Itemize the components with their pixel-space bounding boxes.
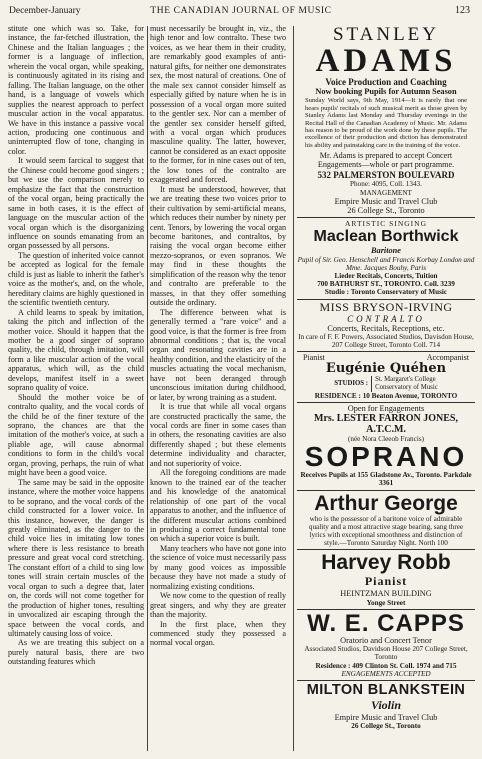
ad-we-capps [297,610,475,681]
ad-phone: Phone: 4095, Coll. 1343. [350,180,422,189]
ad-eugenie-quehen [297,352,475,402]
ad-studios [297,376,475,391]
ad-studio-2: Conservatory of Music [375,383,438,391]
ad-role: Pianist [364,574,408,589]
ad-management-address: 26 College St., Toronto [347,206,425,216]
ad-maclean-borthwick [297,218,475,299]
ad-name: Harvey Robb [321,551,451,575]
ad-arthur-george [297,491,475,551]
article-paragraph: stitute one which was so. Take, for instance, the far-fetched illustration, the Chinese and the Italian languages ; the former is a language of inflection, wherein the vocal organ, while speaking, is continuously agitated in its rising and falling. The Italian language, on the other hand, is a language of vowels which supplies the nearest approach to perfect muscular action in the vocal apparatus. We have in this instance a passive vocal action, producing one continuous and uninterrupted flow of tone, changing in color. [8,24,144,156]
ad-street: Yonge Street [366,598,406,607]
ad-lester-farron-jones [297,403,475,491]
page-header [0,0,482,22]
article-paragraph: The question of inherited voice cannot be accepted as logical for the female child is just as liable to inherit the father's voice as the mother's, and, on the whole, hereditary claims are highly questioned in the scientific twentieth century. [8,250,144,308]
ad-name-first: STANLEY [332,24,440,45]
ad-stanley-adams [297,24,475,218]
article-paragraph: As we are treating this subject on a purely natural basis, there are two outstanding features which [8,638,144,667]
issue-date: December-January [9,6,81,16]
column-rule-1 [147,26,148,751]
ad-description: who is the possessor of a baritone voice of admirable quality and a most attractive stage bearing, sang three lyrics with exceptional smoothness and distinction of style.—Toronto Saturday Night. North 100 [308,514,464,548]
ad-building: HEINTZMAN BUILDING [340,589,432,599]
ad-role: Oratorio and Concert Tenor [340,635,432,645]
article-paragraph: must necessarily be brought in, viz., the high tenor and low contralto. These two voices, as we hear them in their crudity, are remarkably good examples of anti-natural gifts, for neither one demonstrates sex, the most natural of creations. One of the male sex cannot consider himself as especially gifted by nature when he is in possession of a vocal organ more suited to the gentler sex. Nor can a member of the gentler sex consider herself gifted, with a vocal organ which produces masculine quality. The latter, however, cannot be considered as an exact opposite to the former, for in nine cases out of ten, the low tones of the contralto are exaggerated and forced. [150,24,286,185]
article-paragraph: We now come to the question of really great singers, and why they are greater than the majority. [150,591,286,620]
ad-role-right: Accompanist [426,353,469,363]
article-paragraph: Should the mother voice be of contralto quality, and the vocal cords of the child be of the finer texture of the soprano, the chances are that the imitation of the mother's voice, at such a pliable age, will cause abnormal conditions to form in the child's vocal organ, proving, perhaps, the ruin of what might have been a good voice. [8,392,144,478]
ad-concert: Mr. Adams is prepared to accept Concert Engagements—whole or part programme. [317,151,455,170]
ad-nee: (née Nora Cleeob Francis) [347,435,425,444]
ad-line-3: ENGAGEMENTS ACCEPTED [341,669,431,678]
ad-studios-list [371,376,438,391]
ad-voice: SOPRANO [304,441,468,473]
ad-name: Eugénie Quéhen [325,361,447,377]
article-paragraph: In the first place, when they commenced study they possessed a normal vocal organ. [150,619,286,648]
advertisement-column [297,24,475,754]
ad-studio-1: St. Margaret's College [375,376,436,384]
ad-name: W. E. CAPPS [307,609,465,637]
ad-booking: Now booking Pupils for Autumn Season [315,87,457,96]
ad-voice: CONTRALTO [347,313,425,324]
article-paragraph: The difference between what is generally termed a "rare voice" and a good voice, is that the former is free from abnormal conditions ; that is, the vocal organ and resonating cavities are in a healthy condition, and the elasticity of the muscles actuating the vocal mechanism, have not been deranged through unconscious imitation during childhood, or later, by wrong training as a student. [150,307,286,402]
ad-name: Arthur George [314,491,458,515]
ad-management-name: Empire Music and Travel Club [334,196,438,206]
article-paragraph: A child learns to speak by imitation, taking the pitch and inflection of the mother voice. Should it happen that the mother be a good singer of soprano quality, the child, through imitation, will form a like muscular action of the vocal apparatus, which will, as the child develops, manifest itself in a sweet soprano quality of voice. [8,307,144,393]
ad-line-2: In care of F. F. Powers, Associated Studios, Davisdon House, 207 College Street, Toronto Coll. 714 [298,332,474,350]
ad-address: 700 BATHURST ST., TORONTO. Coll. 3239 [317,280,455,289]
ad-role-left: Pianist [303,353,325,363]
ad-harvey-robb [297,550,475,610]
ad-tagline: ARTISTIC SINGING [344,219,427,229]
ad-voice: Baritone [371,246,401,256]
article-paragraph: It would seem farcical to suggest that the Chinese could become good singers ; but we use the comparison merely to emphasize the fact that the construction of the vocal organ, being practically the same in both cases, it is the effect of language on the muscular action of the vocal organ which is the disorganizing influence on sounds emanating from an organ possessed by all persons. [8,156,144,251]
ad-line-2: Residence : 409 Clinton St. Coll. 1974 and 715 [315,661,457,670]
ad-open: Open for Engagements [347,403,425,413]
ad-address: 532 PALMERSTON BOULEVARD [317,170,455,181]
ad-bryson-irving [297,300,475,353]
ad-recitals: Lieder Recitals, Concerts, Tuition [334,272,438,281]
page-number: 123 [455,5,470,16]
ad-club: Empire Music and Travel Club [334,713,438,723]
ad-studios-label: STUDIOS : [334,380,369,388]
ad-line-1: Concerts, Recitals, Receptions, etc. [327,323,445,333]
journal-title: THE CANADIAN JOURNAL OF MUSIC [150,6,332,16]
ad-name: MISS BRYSON-IRVING [319,299,453,314]
article-column-2 [150,24,286,754]
article-paragraph: It is true that while all vocal organs are constructed practically the same, the vocal cords are finer in some cases than in others, the resonating cavities are also differently shaped ; but these elements determine individuality and character, and not superiority of voice. [150,402,286,468]
article-paragraph: Many teachers who have not gone into the science of voice must necessarily pass by many good voices as impossible because they have not made a study of normalizing existing conditions. [150,543,286,591]
article-paragraph: All the foregoing conditions are made known to the trained ear of the teacher and his knowledge of the anatomical relationship of one part of the vocal apparatus to another, and the influence of the different muscular actions combined in producing a correct fundamental tone on which a superior voice is built. [150,468,286,544]
ad-subtitle: Voice Production and Coaching [325,77,447,87]
ad-club-address: 26 College St., Toronto [351,722,421,731]
ad-name-last: ADAMS [315,43,457,79]
ad-name: Mrs. LESTER FARRON JONES, A.T.C.M. [314,413,458,436]
ad-name: Maclean Borthwick [313,228,459,246]
ad-role: Violin [370,698,402,713]
ad-management-label: MANAGEMENT [360,188,412,197]
ad-pupil: Pupil of Sir. Geo. Henschell and Francis Korbay London and Mme. Jacques Bouhy, Paris [297,255,475,272]
article-paragraph: The same may be said in the opposite instance, where the mother voice happens to be soprano, and the vocal cords of the child constructed for a lower voice. In this instance, however, the danger is greatly eliminated, as the danger to the child voice lies in imitating low tones where there is less resistance to breath pressure and great vocal cord stretching. The constant effort of a child to sing low tones will strain certain muscles of the vocal organ to such a degree that, later on, the cords will not come together for the production of higher tones, resulting in unvocalized air escaping through the space between the vocal cords, and ultimately causing loss of voice. [8,477,144,638]
article-paragraph: It must be understood, however, that we are treating these two voices prior to their cultivation by semi-artificial means, which reduces their number by ninety per cent. Tenors, by lowering the vocal organ become baritones, and contraltos, by raising the vocal organ become either mezzo-sopranos, or even sopranos. We may find in these thoughts the simplification of the reason why the tenor and contralto are preferable to the masses, in that they offer something outside the ordinary. [150,184,286,308]
ad-name: MILTON BLANKSTEIN [306,682,466,699]
article-column-1 [8,24,144,754]
ad-studio: Studio : Toronto Conservatory of Music [324,288,448,297]
ad-quote: Sunday World says, 9th May, 1914—It is rarely that one hears pupils' recitals of such musical merit as those given by Stanley Adams last Monday and Thursday evenings in the Recital Hall of the Canadian Academy of Music. Mr. Adams has reason to be proud of the work done by these pupils. The excellence of their production and diction has demonstrated his ability and painstaking care in the training of the voice. [305,97,467,149]
ad-milton-blankstein [297,681,475,733]
ad-residence: RESIDENCE : 10 Beaton Avenue, TORONTO [314,391,458,400]
ad-pupils: Receives Pupils at 155 Gladstone Av., Toronto. Parkdale 3361 [300,471,472,488]
column-rule-2 [293,26,294,751]
ad-line-1: Associated Studios, Davidson House 207 College Street, Toronto [304,645,468,662]
